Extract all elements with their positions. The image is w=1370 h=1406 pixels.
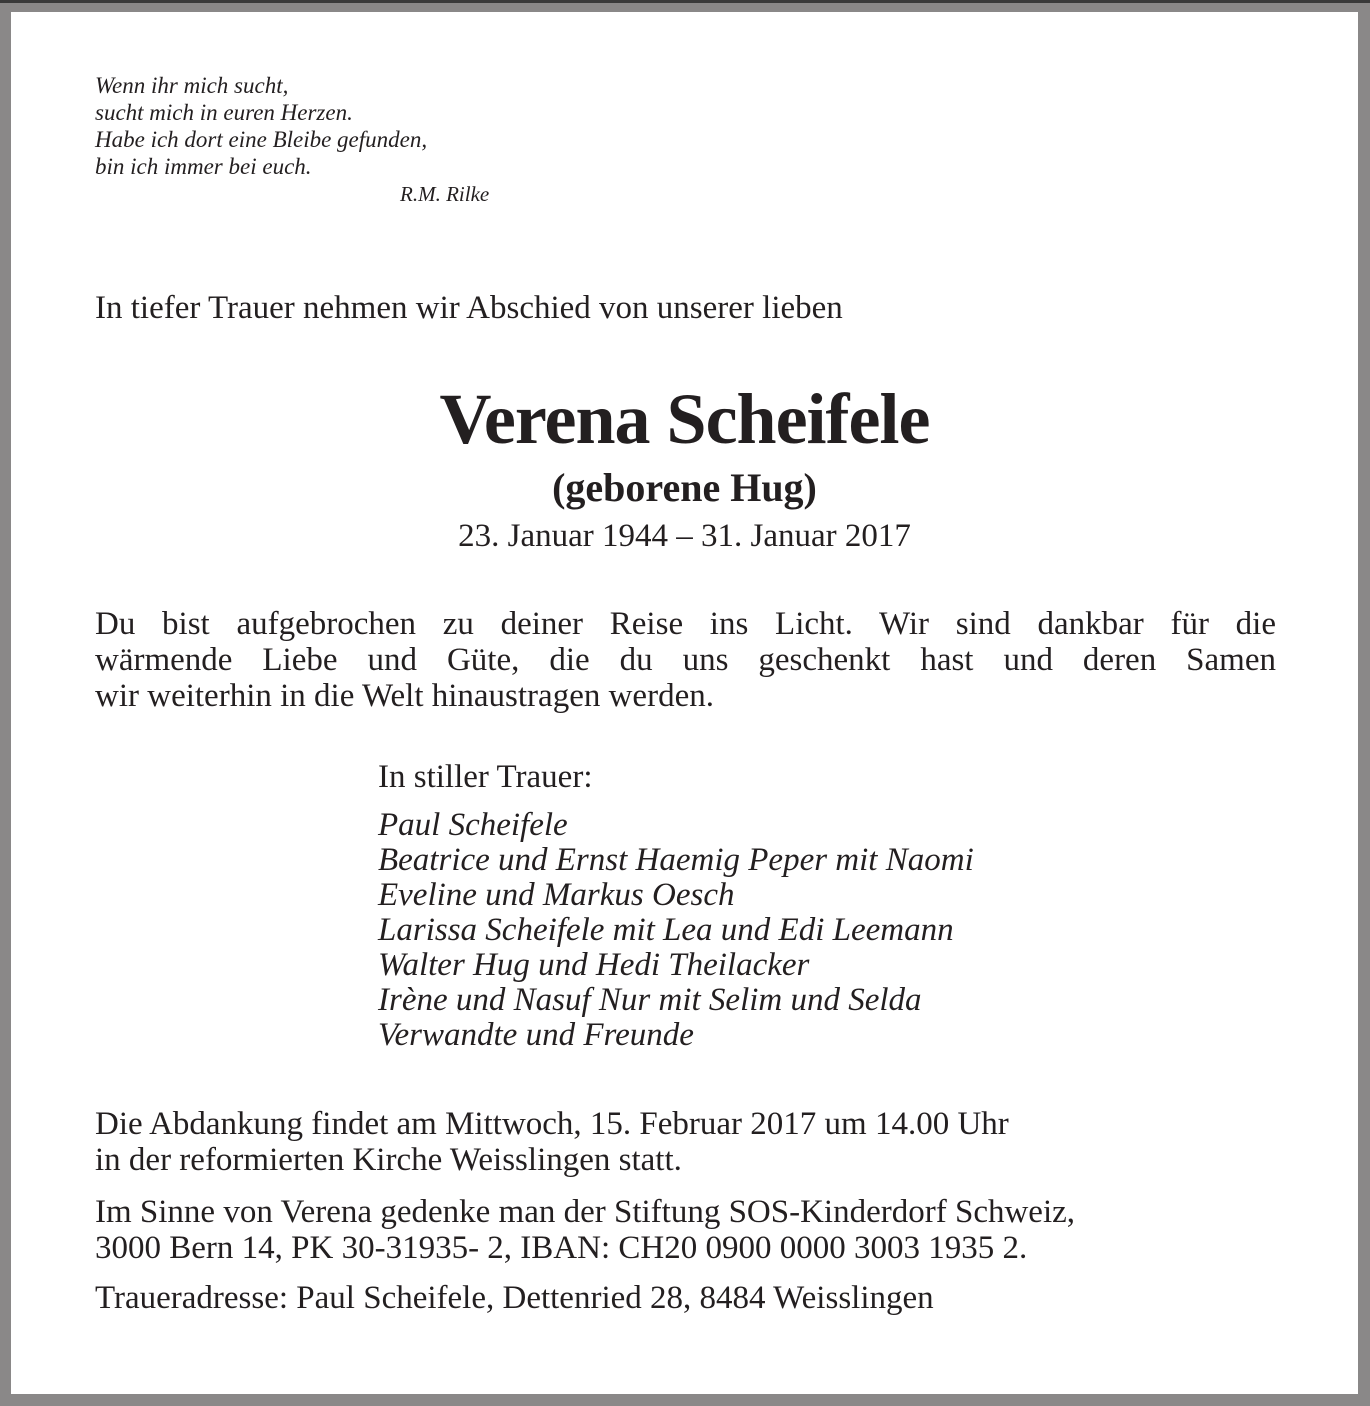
life-dates: 23. Januar 1944 – 31. Januar 2017 bbox=[458, 518, 911, 554]
service-line: in der reformierten Kirche Weisslingen statt. bbox=[95, 1142, 682, 1178]
quote-line: sucht mich in euren Herzen. bbox=[95, 100, 353, 125]
window-top-border bbox=[0, 0, 1370, 3]
donation-line: Im Sinne von Verena gedenke man der Stiftung SOS-Kinderdorf Schweiz, bbox=[95, 1194, 1076, 1230]
quote-line: Habe ich dort eine Bleibe gefunden, bbox=[95, 127, 428, 152]
deceased-name: Verena Scheifele bbox=[439, 379, 930, 459]
mourner-name: Beatrice und Ernst Haemig Peper mit Naomi bbox=[378, 842, 974, 878]
quote-line: bin ich immer bei euch. bbox=[95, 154, 312, 179]
message-line: wir weiterhin in die Welt hinaustragen werden. bbox=[95, 678, 714, 714]
obituary-notice bbox=[11, 12, 1358, 1394]
mourners-label: In stiller Trauer: bbox=[378, 759, 593, 795]
quote-line: Wenn ihr mich sucht, bbox=[95, 73, 289, 98]
message-line: Du bist aufgebrochen zu deiner Reise ins Licht. Wir sind dankbar für die bbox=[95, 606, 1276, 642]
mourner-name: Verwandte und Freunde bbox=[378, 1017, 694, 1053]
mourner-name: Eveline und Markus Oesch bbox=[378, 877, 735, 913]
maiden-name: (geborene Hug) bbox=[552, 465, 817, 510]
message-line: wärmende Liebe und Güte, die du uns geschenkt hast und deren Samen bbox=[95, 642, 1276, 678]
mourner-name: Larissa Scheifele mit Lea und Edi Leemann bbox=[378, 912, 954, 948]
mourning-address: Traueradresse: Paul Scheifele, Dettenried 28, 8484 Weisslingen bbox=[95, 1280, 934, 1316]
mourner-name: Walter Hug und Hedi Theilacker bbox=[378, 947, 810, 983]
service-line: Die Abdankung findet am Mittwoch, 15. Februar 2017 um 14.00 Uhr bbox=[95, 1106, 1009, 1142]
donation-line: 3000 Bern 14, PK 30-31935- 2, IBAN: CH20 0900 0000 3003 1935 2. bbox=[95, 1230, 1028, 1266]
intro-text: In tiefer Trauer nehmen wir Abschied von unserer lieben bbox=[95, 290, 843, 326]
mourner-name: Irène und Nasuf Nur mit Selim und Selda bbox=[378, 982, 922, 1018]
quote-author: R.M. Rilke bbox=[400, 182, 490, 206]
mourner-name: Paul Scheifele bbox=[378, 807, 568, 843]
